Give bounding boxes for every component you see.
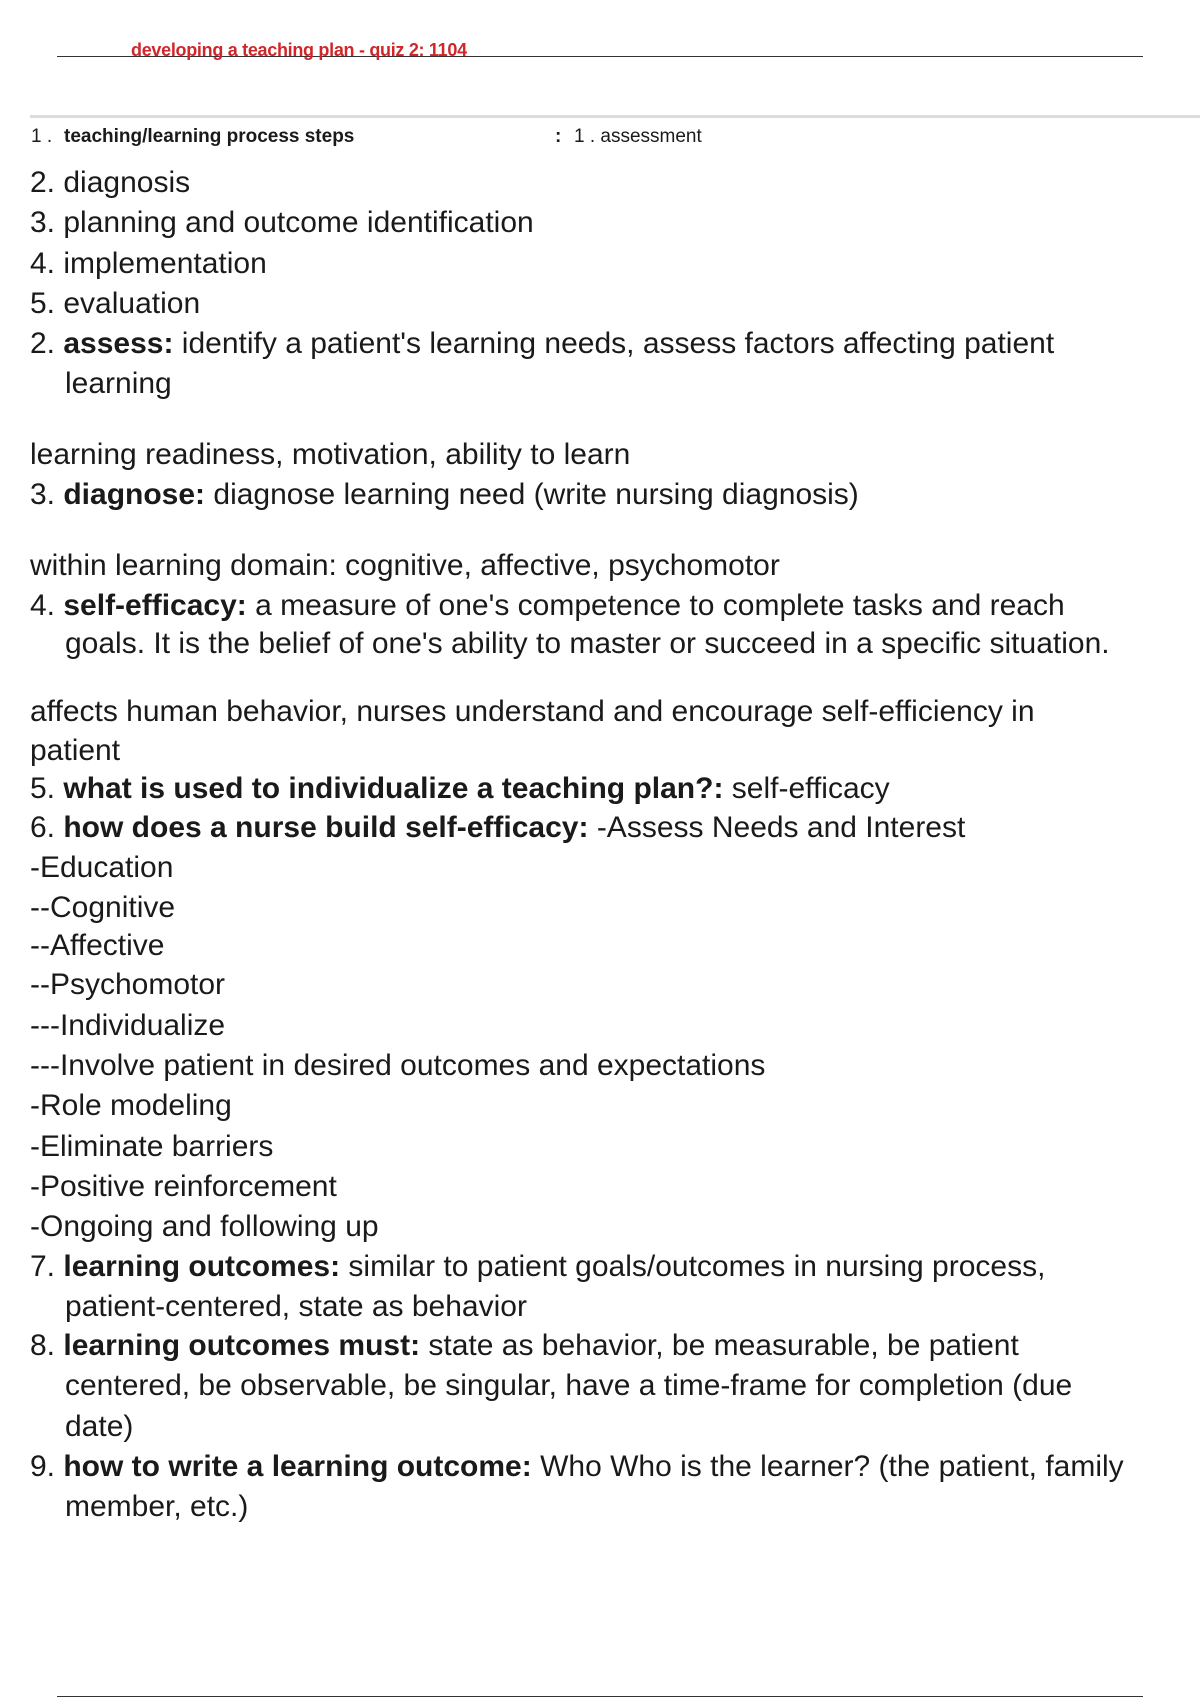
item-number: 2. (30, 327, 64, 361)
numbered-item (30, 770, 1200, 808)
text-line: -Eliminate barriers (30, 1129, 274, 1163)
item-number: 3. (30, 478, 64, 512)
item-number: 4. (30, 588, 64, 622)
item-definition: state as behavior, be measurable, be patient (420, 1329, 1019, 1363)
item-term: diagnose: (63, 478, 206, 512)
text-line: --Psychomotor (30, 968, 226, 1002)
text-line: 3. planning and outcome identification (30, 206, 534, 240)
item-number: 6. (30, 811, 64, 845)
first-card-row (0, 126, 1200, 150)
card-number: 1 . (31, 126, 53, 147)
text-line: affects human behavior, nurses understand and encourage self-efficiency in (30, 695, 1035, 729)
item-term: how does a nurse build self-efficacy: (63, 811, 589, 845)
document-body (30, 163, 1200, 1528)
text-line: patient (30, 733, 121, 767)
text-line: -Ongoing and following up (30, 1210, 379, 1244)
spacer (30, 405, 1200, 435)
item-definition: self-efficacy (723, 771, 890, 805)
card-term: teaching/learning process steps (64, 126, 355, 147)
footer-rule (57, 1696, 1143, 1697)
item-number: 7. (30, 1250, 64, 1284)
text-line: -Education (30, 851, 174, 885)
text-line: member, etc.) (65, 1490, 249, 1524)
text-line: goals. It is the belief of one's ability to master or succeed in a specific situation. (65, 626, 1110, 660)
text-line: --Cognitive (30, 890, 176, 924)
item-definition: -Assess Needs and Interest (588, 811, 966, 845)
item-term: what is used to individualize a teaching plan?: (63, 771, 724, 805)
text-line: learning (65, 367, 172, 401)
document-title: developing a teaching plan - quiz 2: 1104 (131, 40, 467, 60)
numbered-item (30, 808, 1200, 848)
spacer (30, 515, 1200, 546)
item-definition: Who Who is the learner? (the patient, family (531, 1449, 1124, 1483)
section-divider (30, 115, 1200, 118)
numbered-item (30, 1326, 1200, 1366)
item-definition: similar to patient goals/outcomes in nursing process, (340, 1250, 1046, 1284)
text-line: -Role modeling (30, 1089, 232, 1123)
item-definition: identify a patient's learning needs, assess factors affecting patient (173, 327, 1055, 361)
item-definition: a measure of one's competence to complete tasks and reach (246, 588, 1065, 622)
text-line: ---Involve patient in desired outcomes and expectations (30, 1048, 766, 1082)
card-definition: 1 . assessment (574, 126, 702, 147)
item-number: 8. (30, 1329, 64, 1363)
numbered-item (30, 1247, 1200, 1287)
item-term: self-efficacy: (63, 588, 247, 622)
text-line: 5. evaluation (30, 286, 201, 320)
text-line: date) (65, 1409, 134, 1443)
card-colon: : (555, 126, 562, 147)
text-line: within learning domain: cognitive, affective, psychomotor (30, 549, 780, 583)
text-line: -Positive reinforcement (30, 1169, 337, 1203)
item-term: learning outcomes: (63, 1250, 341, 1284)
text-line: 4. implementation (30, 246, 267, 280)
item-number: 9. (30, 1449, 64, 1483)
item-term: how to write a learning outcome: (63, 1449, 532, 1483)
item-term: learning outcomes must: (63, 1329, 421, 1363)
text-line: patient-centered, state as behavior (65, 1289, 527, 1323)
item-number: 5. (30, 771, 64, 805)
numbered-item (30, 324, 1200, 364)
spacer (30, 663, 1200, 693)
text-line: learning readiness, motivation, ability to learn (30, 437, 631, 471)
item-term: assess: (63, 327, 174, 361)
text-line: ---Individualize (30, 1008, 226, 1042)
item-definition: diagnose learning need (write nursing diagnosis) (205, 478, 859, 512)
numbered-item (30, 587, 1200, 625)
numbered-item (30, 475, 1200, 515)
text-line: --Affective (30, 929, 165, 963)
numbered-item (30, 1447, 1200, 1487)
text-line: 2. diagnosis (30, 166, 191, 199)
text-line: centered, be observable, be singular, have a time-frame for completion (due (65, 1369, 1073, 1403)
